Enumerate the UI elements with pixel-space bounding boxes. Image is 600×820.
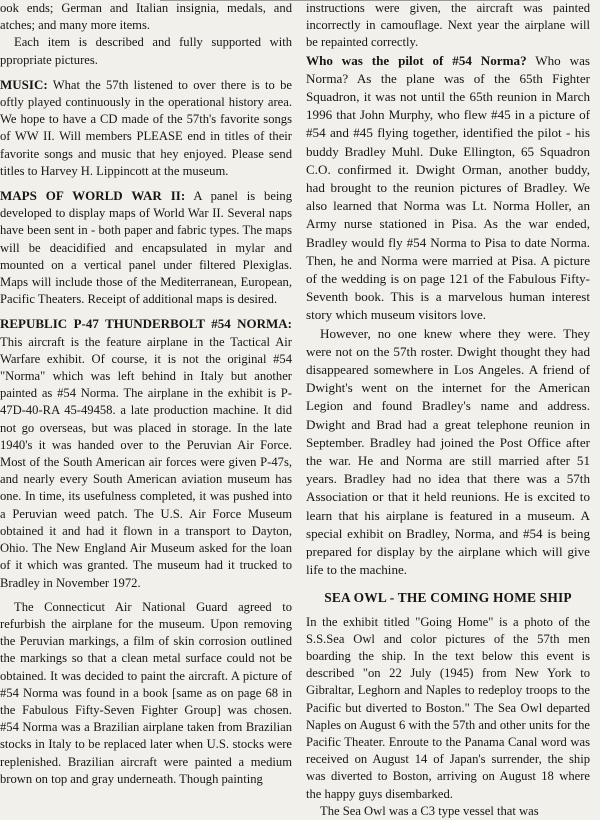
music-heading: MUSIC: — [0, 76, 48, 92]
right-column — [306, 0, 590, 820]
left-column — [0, 0, 292, 788]
seaowl-last-line: The Sea Owl was a C3 type vessel that was — [320, 803, 539, 818]
collection-text: ook ends; German and Italian insignia, medals, and atches; and many more items. — [0, 1, 292, 33]
maps-heading: MAPS OF WORLD WAR II: — [0, 188, 186, 204]
music-text: What the 57th listened to over there is to be oftly played continuously in the operational history area. We hope to have a CD made of the 57th's favorite songs of WW II. Will members PLEASE end in titles of their favorite songs and music that hey enjoyed. Please send titles to Harvey H. Lippincott at the museum. — [0, 77, 293, 178]
description-text: Each item is described and fully supported with ppropriate pictures. — [0, 35, 292, 67]
p47-paragraph — [0, 315, 292, 591]
guard-paragraph: The Connecticut Air National Guard agreed to refurbish the airplane for the museum. Upon removing the Peruvian markings, a film of skin corrosion outlined the markings so that a clean metal surface could not be obtained. It was decided to paint the aircraft. A picture of #54 Norma was found in a book [same as on page 68 in the Fabulous Fifty-Seven Fighter Group] was chosen. #54 Norma was a Brazilian airplane taken from Brazilian stocks in Italy to be replaced later when U.S. stocks were replenished. Brazilian aircraft were painted a medium brown on top and gray underneath. Though painting — [0, 599, 292, 786]
music-paragraph — [0, 76, 292, 180]
maps-paragraph — [0, 187, 292, 308]
section-title: SEA OWL - THE COMING HOME SHIP — [324, 589, 572, 605]
p47-text: This aircraft is the feature airplane in the Tactical Air Warfare exhibit. Of course, it is not the original #54 "Norma" which was left behind in Italy but another painted as #54 Norma. The airplane in the exhibit is P-47D-40-RA 45-49458. a late production machine. It did not go overseas, but was placed in storage. In the late 1940's it was handed over to the Peruvian Air Force. Most of the South American air forces were given P-47s, and nearly every South American aviation museum has one. In time, its usefulness completed, it was pushed into a Peruvian weed patch. The U.S. Air Force Museum obtained it and had it flown in a transport to Dayton, Ohio. The New England Air Museum asked for the loan of it which was granted. The museum had it trucked to Bradley in November 1972. — [0, 334, 292, 590]
seaowl-paragraph: In the exhibit titled "Going Home" is a photo of the S.S.Sea Owl and color pictures of the 57th men boarding the ship. In the text below this event is described "on 22 July (1945) from New York to Gibraltar, Leghorn and Naples to redeploy troops to the Pacific but diverted to Boston." The Sea Owl departed Naples on August 6 with the 57th and other units for the Pacific Theater. Enroute to the Panama Canal word was received on August 14 of Japan's surrender, the ship was diverted to Boston, arriving on August 18 where the happy guys disembarked. — [306, 614, 590, 801]
pilot-text: Who was Norma? As the plane was of the 65th Fighter Squadron, it was not until the 65th reunion in March 1996 that John Murphy, who flew #45 in a picture of #54 and #45 flying together, identified the pilot - his buddy Bradley Muhl. Duke Ellington, 65 Squadron C.O. confirmed it. Dwight Orman, another buddy, had brought to the reunion pictures of Bradley. We also learned that Norma was Lt. Norma Holler, an Army nurse stationed in Pisa. As the war ended, Bradley would fly #54 Norma to Pisa to date Norma. Then, he and Norma were married at Pisa. A picture of the wedding is on page 121 of the Fabulous Fifty-Seventh book. This is a marvelous human interest story which museum visitors love. — [306, 52, 590, 323]
however-paragraph: However, no one knew where they were. They were not on the 57th roster. Dwight thought they had disappeared somewhere in Los Angeles. A friend of Dwight's went on the internet for the American Legion and found Bradley's name and address. Dwight and Brad had a great telephone reunion in September. Bradley had joined the Post Office after the war. He and Norma are still married after 51 years. Bradley had no idea that there was a 57th Association or that it held reunions. He is excited to learn that his airplane is featured in a museum. A special exhibit on Bradley, Norma, and #54 is being prepared for display by the airplane which will give life to the machine. — [306, 325, 590, 578]
painting-text: instructions were given, the aircraft was painted incorrectly in camouflage. Next year the airplane will be repainted correctly. — [306, 1, 590, 50]
pilot-paragraph — [306, 52, 590, 325]
maps-text: A panel is being developed to display maps of World War II. Several naps have been sent in - both paper and fabric types. The maps will be deacidified and encapsulated in mylar and mounted on a vertical panel under filtered Plexiglas. Maps will include those of the Mediterranean, European, Pacific Theaters. Receipt of additional maps is desired. — [0, 189, 292, 307]
p47-heading: REPUBLIC P-47 THUNDERBOLT #54 NORMA: — [0, 316, 292, 332]
pilot-heading: Who was the pilot of #54 Norma? — [306, 52, 527, 68]
